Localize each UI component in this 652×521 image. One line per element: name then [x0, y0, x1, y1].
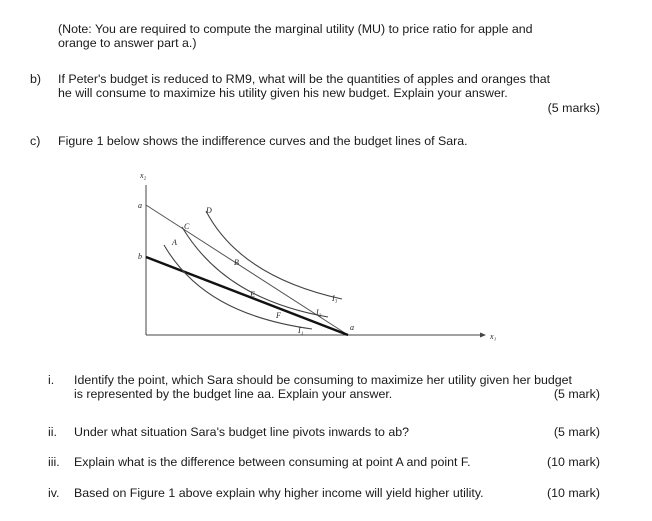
question-b-marks: (5 marks): [547, 101, 600, 115]
question-c-text: Figure 1 below shows the indifference curves and the budget lines of Sara.: [58, 134, 468, 148]
point-label-a-bottom: a: [350, 323, 354, 332]
sub-question-1-line-1: Identify the point, which Sara should be consuming to maximize her utility given her budget: [74, 373, 572, 387]
y-axis-label: x₂: [140, 171, 147, 180]
point-label-b-point: B: [234, 258, 239, 267]
question-c-label: c): [30, 134, 41, 148]
sub-question-3-line-1: Explain what is the difference between consuming at point A and point F.: [74, 455, 471, 469]
indifference-curve-i2: [182, 227, 328, 317]
indifference-curve-figure: [120, 165, 510, 355]
sub-question-2-line-1: Under what situation Sara's budget line pivots inwards to ab?: [74, 425, 410, 439]
point-label-d: D: [206, 206, 212, 215]
x-axis-label: x₁: [490, 332, 497, 341]
question-b-label: b): [30, 72, 42, 86]
point-label-f: F: [276, 311, 281, 320]
question-b-line-1: If Peter's budget is reduced to RM9, what will be the quantities of apples and oranges that: [58, 72, 551, 86]
point-label-a-top: a: [138, 201, 142, 210]
curve-label-i1: I₁: [298, 326, 304, 335]
sub-question-3-num: iii.: [48, 455, 60, 469]
point-label-a-point: A: [172, 238, 177, 247]
question-b-line-2: he will consume to maximize his utility given his new budget. Explain your answer.: [58, 86, 508, 100]
note-line-2: orange to answer part a.): [58, 36, 197, 50]
sub-question-4-marks: (10 mark): [546, 486, 600, 500]
sub-question-2-num: ii.: [48, 425, 57, 439]
sub-question-2-marks: (5 mark): [553, 425, 600, 439]
point-label-e: E: [250, 290, 255, 299]
curve-label-i2: I₂: [316, 308, 322, 317]
curve-label-i3: I₃: [332, 294, 338, 303]
point-label-b-left: b: [138, 252, 142, 261]
sub-question-1-line-2: is represented by the budget line aa. Explain your answer.: [74, 387, 393, 401]
sub-question-3-marks: (10 mark): [546, 455, 600, 469]
indifference-curve-i3: [206, 211, 342, 299]
point-label-c: C: [184, 222, 190, 231]
budget-line-ab: [146, 257, 348, 335]
note-line-1: (Note: You are required to compute the marginal utility (MU) to price ratio for apple and: [58, 22, 533, 36]
sub-question-4-line-1: Based on Figure 1 above explain why higher income will yield higher utility.: [74, 486, 484, 500]
sub-question-1-marks: (5 mark): [553, 387, 600, 401]
sub-question-4-num: iv.: [48, 486, 60, 500]
x-axis-arrow: [480, 333, 486, 338]
sub-question-1-num: i.: [48, 373, 55, 387]
